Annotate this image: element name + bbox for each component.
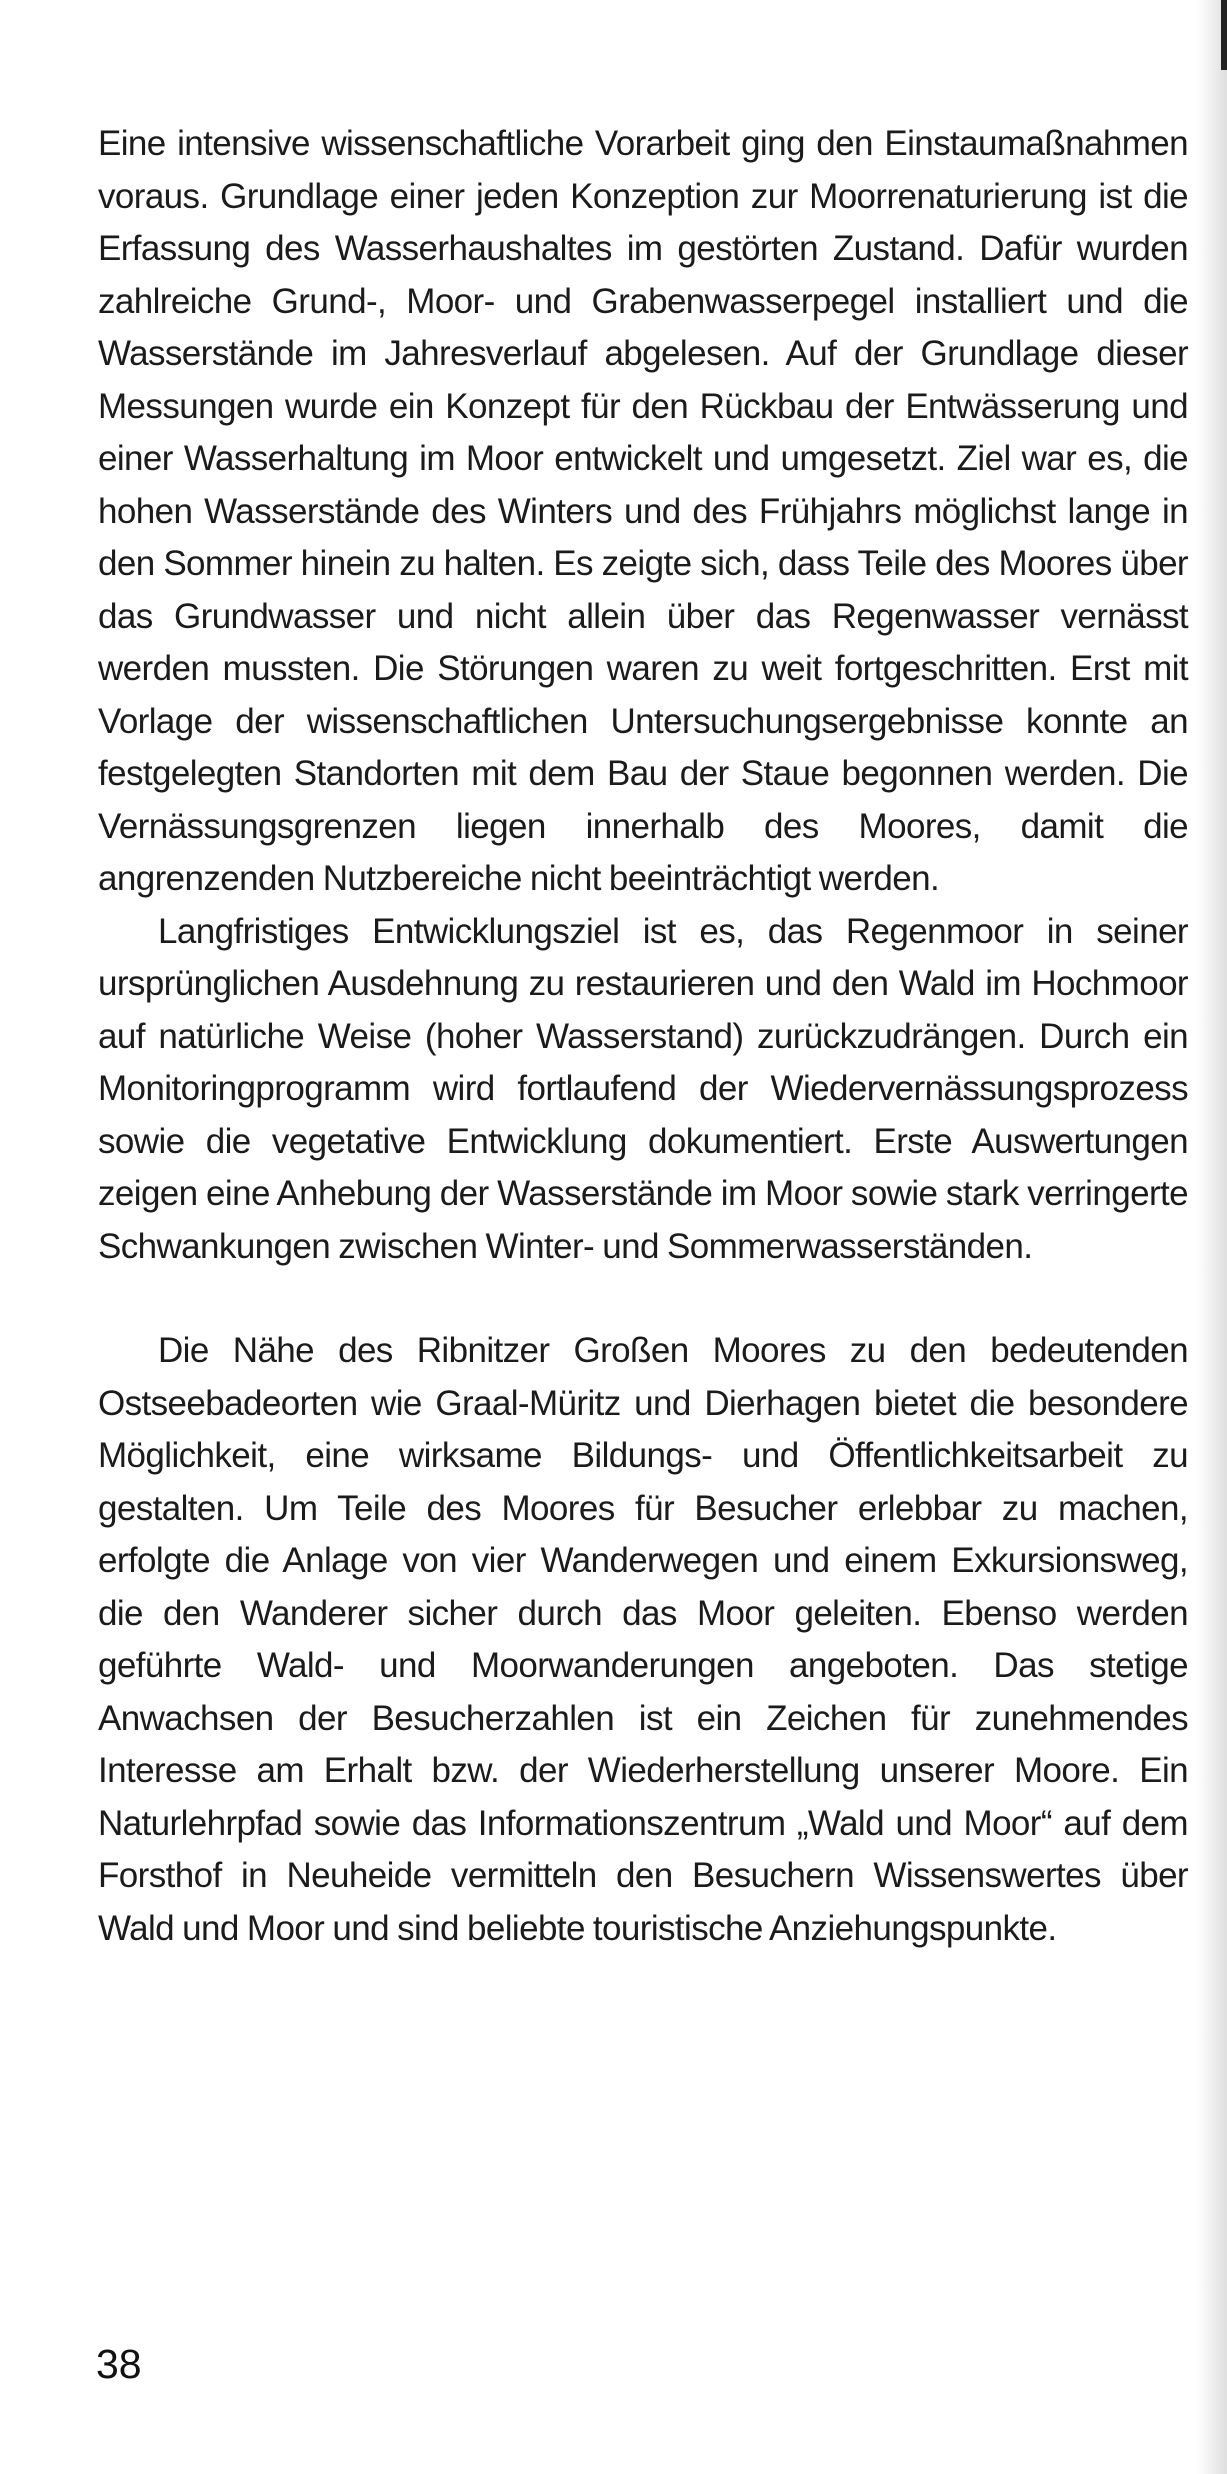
- body-text: [98, 118, 1188, 1955]
- paragraph-visitor-education: Die Nähe des Ribnitzer Großen Moores zu den bedeutenden Ostseebadeorten wie Graal-Müritz und Dierhagen bietet die besondere Möglichkeit, eine wirksame Bildungs- und Öffentlichkeitsarbeit zu gestalten. Um Teile des Moores für Besucher erlebbar zu machen, erfolgte die Anlage von vier Wanderwegen und einem Exkursionsweg, die den Wanderer sicher durch das Moor geleiten. Ebenso werden geführte Wald- und Moorwanderungen angeboten. Das stetige Anwachsen der Besucherzahlen ist ein Zeichen für zunehmendes Interesse am Erhalt bzw. der Wiederherstellung unserer Moore. Ein Naturlehrpfad sowie das Informationszentrum „Wald und Moor“ auf dem Forsthof in Neuheide vermitteln den Besuchern Wissenswertes über Wald und Moor und sind beliebte touristische Anziehungspunkte.: [98, 1331, 1188, 1948]
- paragraph-development-goal: Langfristiges Entwicklungsziel ist es, das Regenmoor in seiner ursprünglichen Ausdehnung zu restaurieren und den Wald im Hochmoor auf natürliche Weise (hoher Wasserstand) zurückzudrängen. Durch ein Monitoringprogramm wird fortlaufend der Wiedervernässungsprozess sowie die vegetative Entwicklung dokumentiert. Erste Auswertungen zeigen eine Anhebung der Wasserstände im Moor sowie stark verringerte Schwankungen zwischen Winter- und Sommerwasserständen.: [98, 911, 1188, 1266]
- page-edge-shadow: [1197, 0, 1227, 2474]
- paragraph-renaturation-research: Eine intensive wissenschaftliche Vorarbeit ging den Einstaumaßnahmen voraus. Grundlage einer jeden Konzeption zur Moorrenaturierung ist die Erfassung des Wasserhaushaltes im gestörten Zustand. Dafür wurden zahlreiche Grund-, Moor- und Grabenwasserpegel installiert und die Wasserstände im Jahresverlauf abgelesen. Auf der Grundlage dieser Messungen wurde ein Konzept für den Rückbau der Entwässerung und einer Wasserhaltung im Moor entwickelt und umgesetzt. Ziel war es, die hohen Wasserstände des Winters und des Frühjahrs möglichst lange in den Sommer hinein zu halten. Es zeigte sich, dass Teile des Moores über das Grundwasser und nicht allein über das Regenwasser vernässt werden mussten. Die Störungen waren zu weit fortgeschritten. Erst mit Vorlage der wissenschaftlichen Untersuchungsergebnisse konnte an festgelegten Standorten mit dem Bau der Staue begonnen werden. Die Vernässungsgrenzen liegen innerhalb des Moores, damit die angrenzenden Nutzbereiche nicht beeinträchtigt werden.: [98, 124, 1188, 898]
- page-edge-mark: [1221, 0, 1227, 70]
- page-number: 38: [96, 2341, 142, 2387]
